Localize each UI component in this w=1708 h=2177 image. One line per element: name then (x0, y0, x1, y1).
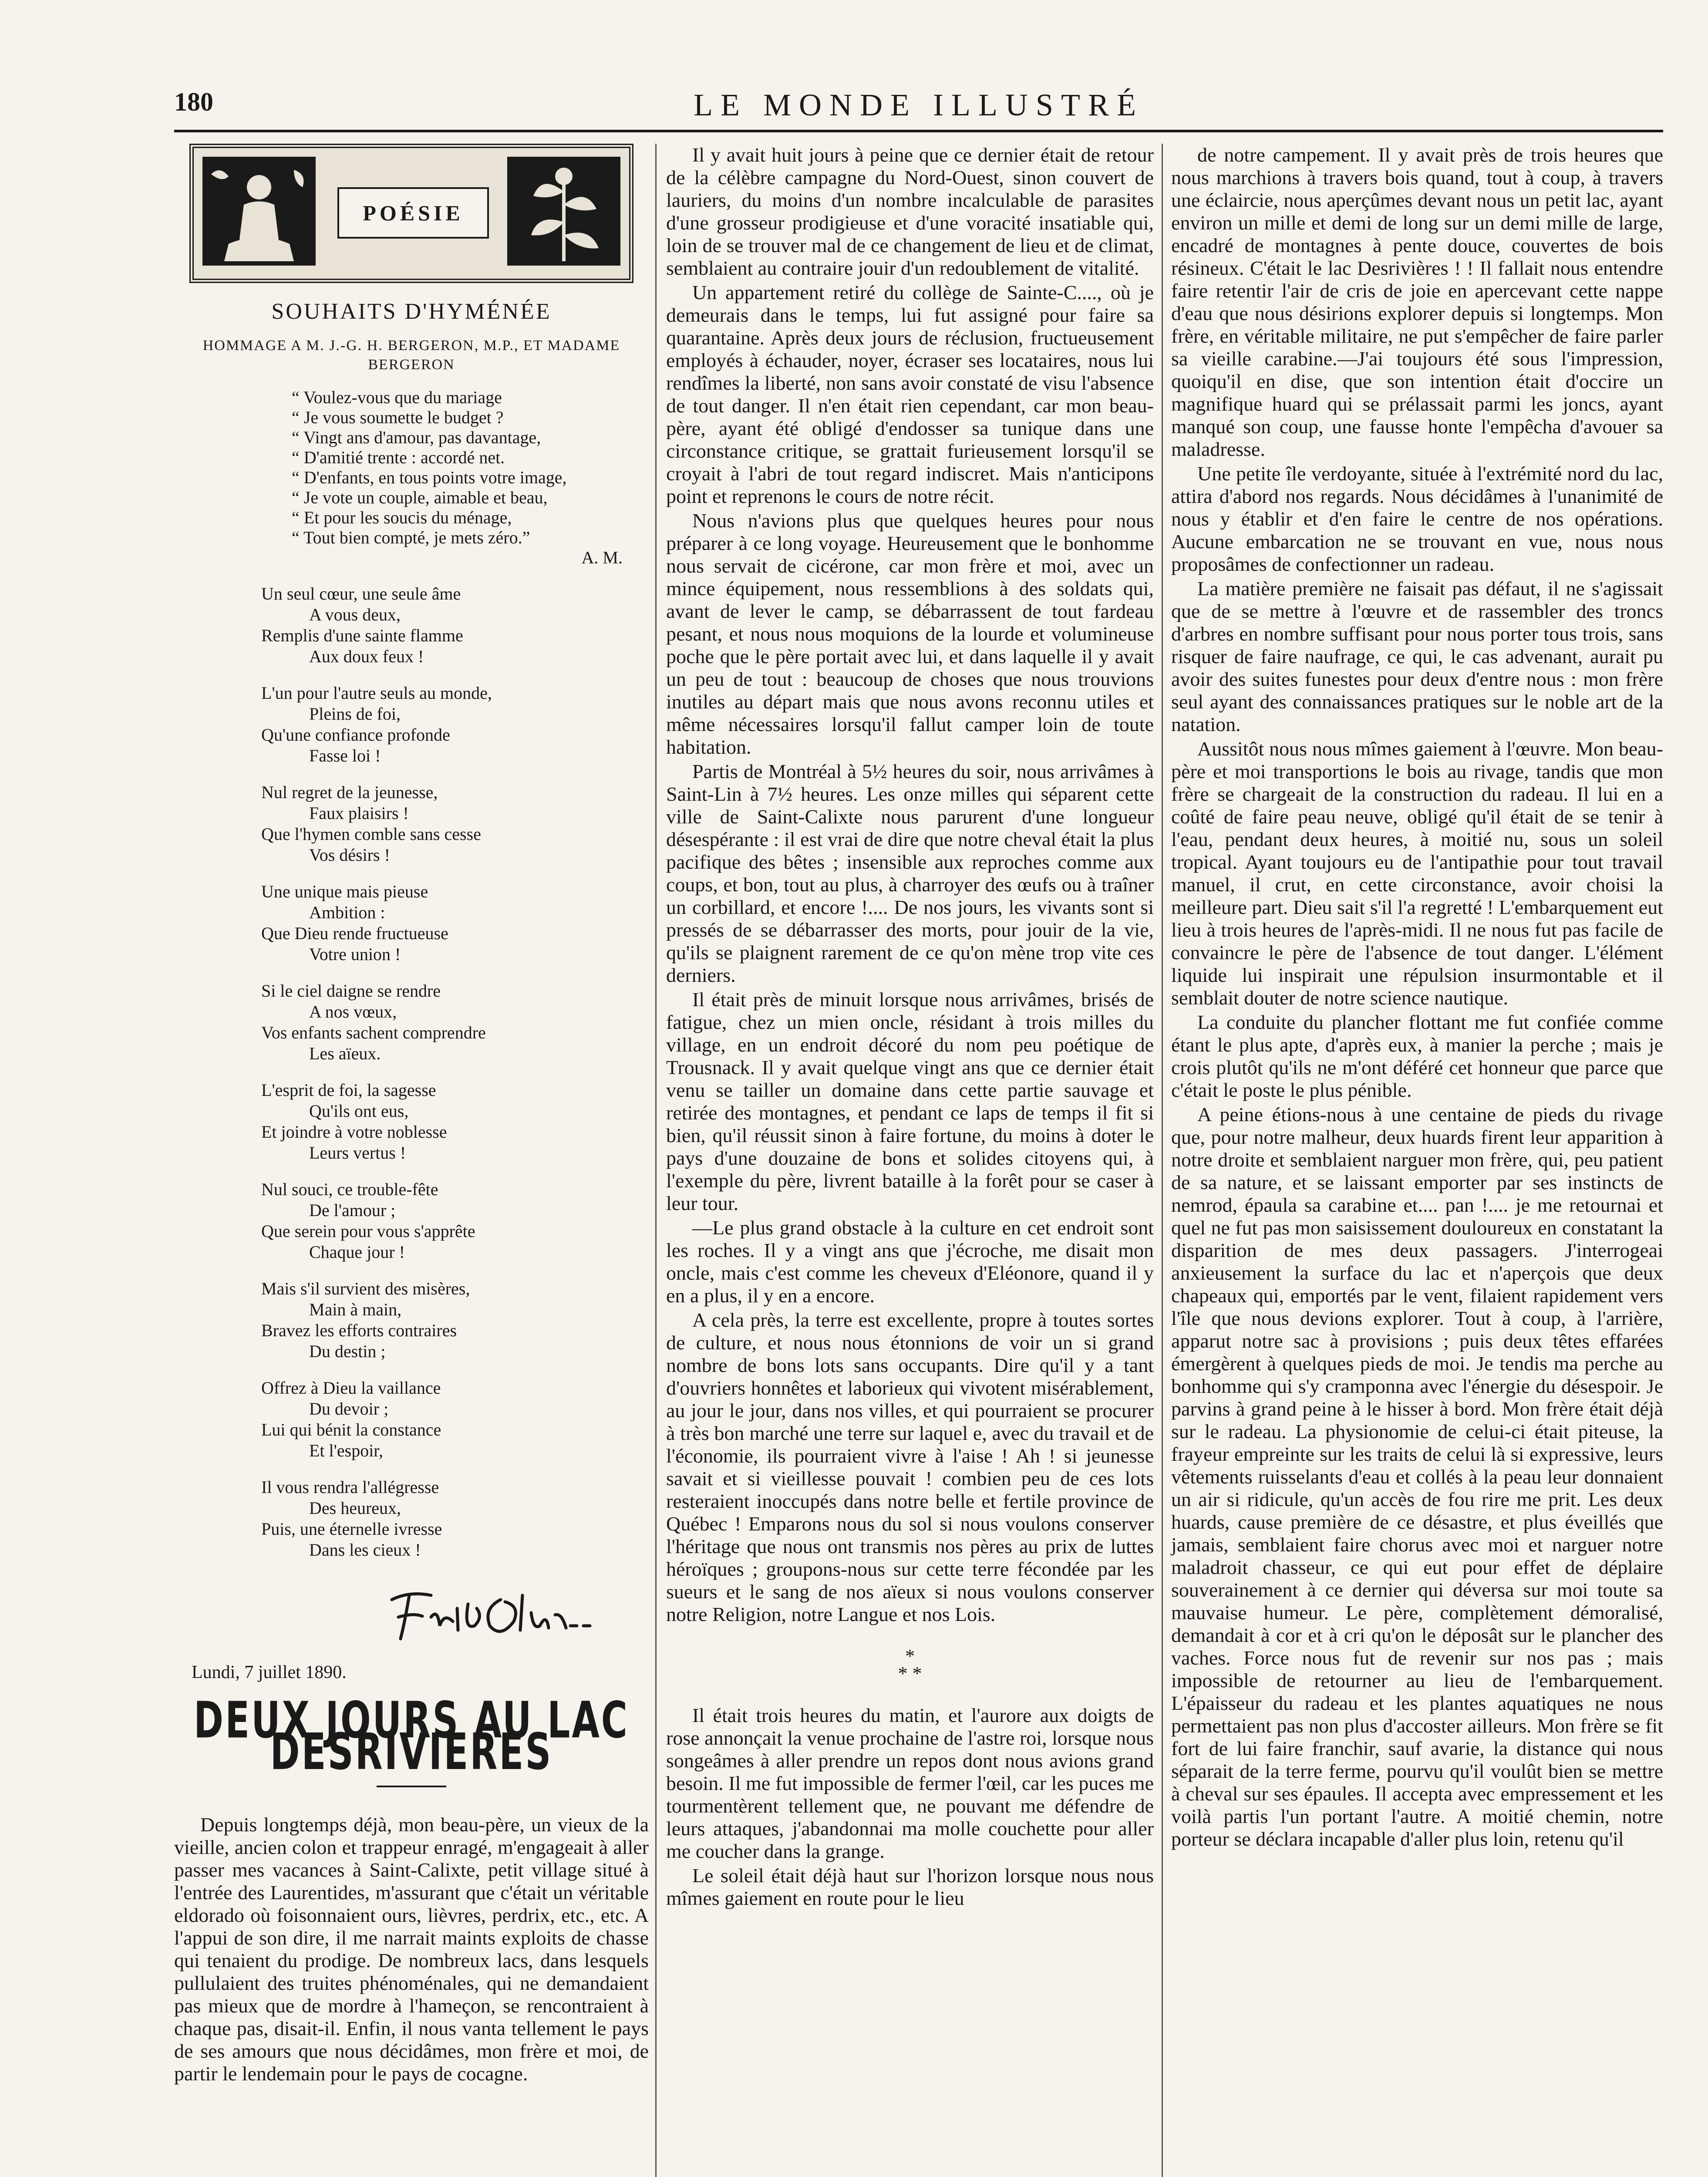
poem-line: Et joindre à votre noblesse (261, 1122, 447, 1142)
epigraph-line: “ Je vote un couple, aimable et beau, (292, 488, 548, 507)
poem-line: Ambition : (309, 903, 385, 922)
article-paragraph: Il était trois heures du matin, et l'aurore aux doigts de rose annonçait la venue prochaine de l'astre roi, lorsque nous songeâmes à aller prendre un repos dont nous avions grand besoin. Il me fut impossible de fermer l'œil, car les puces me tourmentèrent tellement que, ne pouvant me défendre de leurs attaques, j'abandonnai ma molle couchette pour aller me coucher dans la grange. (666, 1704, 1154, 1862)
poem-line: Vos désirs ! (309, 845, 390, 865)
poem-line: Qu'ils ont eus, (309, 1101, 409, 1121)
poem-line: Qu'une confiance profonde (261, 725, 450, 745)
article-paragraph: Depuis longtemps déjà, mon beau-père, un vieux de la vieille, ancien colon et trappeur enragé, m'engageait à aller passer mes vacances à Saint-Calixte, petit village situé à l'entrée des Laurentides, m'assurant que c'était un véritable eldorado où foisonnaient ours, lièvres, perdrix, etc., etc. A l'appui de son dire, il me narrait maints exploits de chasse qui tenaient du prodige. De nombreux lacs, dans lesquels pullulaient des truites phénoménales, qui ne demandaient pas mieux que de mordre à l'hameçon, se rencontraient à chaque pas, disait-il. Enfin, il nous vanta tellement le pays de ses amours que nous décidâmes, mon frère et moi, de partir le lendemain pour le pays de cocagne. (174, 1813, 649, 2085)
epigraph-line: “ Je vous soumette le budget ? (292, 408, 504, 427)
poem-line: De l'amour ; (309, 1200, 396, 1220)
article-text-col3 (1171, 144, 1663, 1850)
page-number: 180 (174, 88, 213, 116)
poem-line: L'un pour l'autre seuls au monde, (261, 683, 492, 703)
article-paragraph: La matière première ne faisait pas défaut, il ne s'agissait que de se mettre à l'œuvre et de rassembler des troncs d'arbres en nombre suffisant pour nous porter tous trois, sans risquer de faire naufrage, ce qui, le cas advenant, aurait pu avoir des suites funestes pour deux d'entre nous : mon frère seul ayant des connaissances pratiques sur le noble art de la natation. (1171, 577, 1663, 735)
poem-line: Dans les cieux ! (309, 1540, 421, 1560)
article-paragraph: La conduite du plancher flottant me fut confiée comme étant le plus apte, d'après eux, à manier la perche ; mais je crois plutôt qu'ils ne m'ont déféré cet honneur que parce que c'était le poste le plus pénible. (1171, 1011, 1663, 1101)
epigraph-line: “ Et pour les soucis du ménage, (292, 508, 512, 527)
article-title: DEUX JOURS AU LAC DESRIVIERES (194, 1692, 629, 1782)
poem-stanza (261, 981, 649, 1064)
column-1 (174, 144, 649, 2085)
poem-line: Vos enfants sachent comprendre (261, 1023, 486, 1042)
article-paragraph: —Le plus grand obstacle à la culture en cet endroit sont les roches. Il y a vingt ans que j'écroche, me disait mon oncle, mais c'est comme les cheveux d'Eléonore, quand il y en a plus, il y en a encore. (666, 1217, 1154, 1307)
poem-stanza (261, 1080, 649, 1163)
poem-epigraph (292, 388, 649, 568)
poem-line: Lui qui bénit la constance (261, 1420, 441, 1439)
article-paragraph: Il était près de minuit lorsque nous arrivâmes, brisés de fatigue, chez un mien oncle, résidant à trois milles du village, en un endroit décoré du nom peu poétique de Trousnack. Il y avait quelque vingt ans que ce dernier était venu se tailler un domaine dans cette partie sauvage et retirée des montagnes, et pendant ce laps de temps il fit si bien, qu'il réussit sinon à faire fortune, du moins à doter le pays d'une douzaine de bons et solides citoyens qui, à l'exemple du père, livrent bataille à la forêt pour se caser à leur tour. (666, 988, 1154, 1214)
poem-line: Mais s'il survient des misères, (261, 1279, 470, 1298)
poesie-label: POÉSIE (337, 187, 489, 239)
poem-line: Chaque jour ! (309, 1242, 405, 1262)
article-paragraph: de notre campement. Il y avait près de trois heures que nous marchions à travers bois quand, tout à coup, à travers une éclaircie, nous aperçûmes devant nous un petit lac, ayant environ un mille et demi de long sur un demi mille de large, encadré de montagnes à pente douce, couvertes de bois résineux. C'était le lac Desrivières ! ! Il fallait nous entendre faire retentir l'air de cris de joie en apercevant cette nappe d'eau que nous désirions explorer depuis si longtemps. Mon frère, en véritable militaire, ne put s'empêcher de faire parler sa vieille carabine.—J'ai toujours été sous l'impression, quoiqu'il en dise, que son intention était d'occire un magnifique huard qui se prélassait parmi les joncs, ayant manqué son coup, une fausse honte l'empêcha d'avouer sa maladresse. (1171, 144, 1663, 460)
poem-line: Nul regret de la jeunesse, (261, 782, 438, 802)
poem-stanza (261, 1278, 649, 1362)
poem-line: Et l'espoir, (309, 1441, 384, 1460)
column-3 (1171, 144, 1663, 1850)
article-paragraph: Il y avait huit jours à peine que ce dernier était de retour de la célèbre campagne du Nord-Ouest, sinon couvert de lauriers, du moins d'un nombre incalculable de parasites d'une grosseur prodigieuse et d'une voracité insatiable qui, loin de se trouver mal de ce changement de lieu et de climat, semblaient au contraire jouir d'un redoublement de vitalité. (666, 144, 1154, 279)
poem-line: Il vous rendra l'allégresse (261, 1477, 439, 1497)
section-break-asterisks (666, 1645, 1154, 1684)
poem-line: A vous deux, (309, 605, 401, 624)
foliage-ornament-icon (507, 157, 620, 266)
header-rule (174, 130, 1663, 132)
poesie-banner (189, 144, 633, 283)
handwritten-signature (383, 1582, 610, 1648)
epigraph-line: “ Tout bien compté, je mets zéro.” (292, 528, 530, 547)
column-divider (1162, 144, 1163, 2177)
epigraph-line: “ D'amitié trente : accordé net. (292, 448, 505, 467)
poem-line: Puis, une éternelle ivresse (261, 1519, 442, 1539)
article-paragraph: Nous n'avions plus que quelques heures pour nous préparer à ce long voyage. Heureusement que le bonhomme nous servait de cicérone, car mon frère et moi, avec un mince équipement, nous ressemblions à des soldats qui, avant de lever le camp, se débarrassent de tout fardeau pesant, et nous nous moquions de la lourde et volumineuse poche que le père portait avec lui, et dans laquelle il y avait un peu de tout : beaucoup de choses que nous trouvions inutiles au départ mais que nous avons reconnu utiles et même nécessaires lorsqu'il fallut camper loin de toute habitation. (666, 509, 1154, 758)
article-paragraph: A cela près, la terre est excellente, propre à toutes sortes de culture, et nous nous étonnions de voir un si grand nombre de bons lots sans occupants. Dire qu'il y a tant d'ouvriers honnêtes et laborieux qui vivotent misérablement, au jour le jour, dans nos villes, et qui pourraient se procurer à très bon marché une terre sur laquel e, avec du travail et de l'économie, ils pourraient vivre à l'aise ! Ah ! si jeunesse savait et si vieillesse pouvait ! combien peu de ces lots resteraient inoccupés dans notre belle et fertile province de Québec ! Emparons nous du sol si nous voulons conserver l'héritage que nous ont transmis nos pères au prix de luttes héroïques ; groupons-nous sur cette terre fécondée par les sueurs et le sang de nos aïeux si nous voulons conserver notre Religion, notre Langue et nos Lois. (666, 1309, 1154, 1625)
poem-line: Un seul cœur, une seule âme (261, 584, 461, 603)
title-rule (377, 1786, 446, 1787)
page-header (174, 87, 1663, 126)
poem-line: Les aïeux. (309, 1044, 381, 1063)
poem-line: Des heureux, (309, 1498, 401, 1518)
poem-line: Que Dieu rende fructueuse (261, 923, 448, 943)
poem-line: Main à main, (309, 1300, 402, 1319)
poem-line: Pleins de foi, (309, 704, 401, 724)
poem-line: Du devoir ; (309, 1399, 389, 1419)
article-paragraph: Le soleil était déjà haut sur l'horizon lorsque nous nous mîmes gaiement en route pour le lieu (666, 1864, 1154, 1909)
dinkus-top: * (905, 1645, 915, 1667)
epigraph-line: “ Vingt ans d'amour, pas davantage, (292, 428, 541, 447)
poem-dedication: HOMMAGE A M. J.-G. H. BERGERON, M.P., ET MADAME BERGERON (202, 337, 620, 373)
poem-line: Faux plaisirs ! (309, 803, 409, 823)
seated-figure-ornament-icon (202, 157, 316, 266)
masthead-title: LE MONDE ILLUSTRÉ (694, 88, 1144, 122)
poem-line: Offrez à Dieu la vaillance (261, 1378, 441, 1398)
poem-line: Une unique mais pieuse (261, 882, 428, 901)
epigraph-line: “ D'enfants, en tous points votre image, (292, 468, 567, 487)
poem-stanza (261, 583, 649, 667)
article-text-col2-after-break (666, 1704, 1154, 1910)
article-text-col2 (666, 144, 1154, 1626)
poem-stanza (261, 782, 649, 866)
article-paragraph: Aussitôt nous nous mîmes gaiement à l'œuvre. Mon beau-père et moi transportions le bois au rivage, tandis que mon frère se chargeait de la construction du radeau. Il lui en a coûté de faire peau neuve, obligé qu'il était de se tenir à l'eau, pendant deux heures, à moitié nu, sous un soleil tropical. Ayant toujours eu de l'antipathie pour tout travail manuel, il crut, en cette circonstance, avoir choisi la meilleure part. Dieu sait s'il l'a regretté ! L'embarquement eut lieu à trois heures de l'après-midi. Il ne nous fut pas facile de convaincre le père de l'absence de tout danger. L'élément liquide lui inspirait une répulsion insurmontable et il semblait douter de notre science nautique. (1171, 738, 1663, 1009)
poem-line: Remplis d'une sainte flamme (261, 626, 463, 645)
poem-stanza (261, 1378, 649, 1461)
poem-stanza (261, 683, 649, 766)
article-text-col1 (174, 1813, 649, 2085)
poem-stanzas (174, 583, 649, 1560)
poem-line: Nul souci, ce trouble-fête (261, 1179, 438, 1199)
poem-title: SOUHAITS D'HYMÉNÉE (271, 299, 552, 324)
article-paragraph: Partis de Montréal à 5½ heures du soir, nous arrivâmes à Saint-Lin à 7½ heures. Les onze milles qui séparent cette ville de Saint-Calixte nous parurent d'une longueur désespérante : il est vrai de dire que notre cheval était la plus pacifique des bêtes ; insensible aux reproches comme aux coups, et bon, tout au plus, à charroyer des œufs ou à traîner un corbillard, et encore !.... De nos jours, les vivants sont si pressés de se débarrasser des morts, pour jouir de la vie, qu'ils se plaignent rarement de ce qu'on mène trop vite ces derniers. (666, 760, 1154, 986)
poem-line: A nos vœux, (309, 1002, 397, 1021)
poem-line: Votre union ! (309, 944, 401, 964)
article-paragraph: Une petite île verdoyante, située à l'extrémité nord du lac, attira d'abord nos regards. Nous décidâmes à l'unanimité de nous y établir et d'en faire le centre de nos opérations. Aucune embarcation ne se trouvant en vue, nous nous proposâmes de confectionner un radeau. (1171, 462, 1663, 575)
poem-line: Du destin ; (309, 1341, 386, 1361)
poem-line: Que l'hymen comble sans cesse (261, 824, 481, 844)
poem-stanza (261, 1179, 649, 1263)
epigraph-signature: A. M. (581, 548, 623, 567)
article-paragraph: Un appartement retiré du collège de Sainte-C...., où je demeurais dans le temps, lui fut assigné pour faire sa quarantaine. Après deux jours de réclusion, fructueusement employés à échauder, noyer, écraser ses locataires, nous lui rendîmes la liberté, non sans avoir constaté de visu l'absence de tout danger. Il n'en était rien cependant, car mon beau-père, ayant été obligé d'endosser sa tunique dans une circonstance critique, se grattait furieusement lorsqu'il se croyait à l'abri de tout regard indiscret. Mais n'anticipons point et reprenons le cours de notre récit. (666, 281, 1154, 507)
poem-date: Lundi, 7 juillet 1890. (192, 1662, 347, 1682)
poem-line: Bravez les efforts contraires (261, 1321, 457, 1340)
article-paragraph: A peine étions-nous à une centaine de pieds du rivage que, pour notre malheur, deux huards firent leur apparition à notre droite et semblaient narguer mon frère, qui, peu patient de sa nature, et se laissant emporter par ses instincts de nemrod, épaula sa carabine et.... pan !.... je me retournai et quel ne fut pas mon saisissement douloureux en constatant la disparition de mes deux passagers. J'interrogeai anxieusement la surface du lac et n'aperçois que deux chapeaux qui, emportés par le vent, filaient rapidement vers l'île que nous devions explorer. Tout à coup, à l'arrière, apparut notre sac à provisions ; puis deux têtes effarées émergèrent à quelques pieds de moi. Je tendis ma perche au bonhomme qui s'y cramponna avec l'énergie du désespoir. Je parvins à grand peine à le hisser à bord. Mon frère était déjà sur le radeau. La physionomie de celui-ci était piteuse, la frayeur empreinte sur les traits de celui là si expressive, leurs vêtements ruisselants d'eau et collés à la peau leur donnaient un air si ridicule, qu'un accès de fou rire me prit. Les deux huards, cause première de ce désastre, et plus éveillés que jamais, semblaient faire chorus avec moi et narguer notre maladroit chasseur, ce qui eut pour effet de déplaire souverainement à ce dernier qui déversa sur moi toute sa mauvaise humeur. Le père, complètement démoralisé, demandait à cor et à cri qu'on le déposât sur le plancher des vaches. Force nous fut de revenir sur nos pas ; mais impossible de retourner au lieu de l'embarquement. L'épaisseur du radeau et les plantes aquatiques ne nous permettaient pas non plus d'accoster ailleurs. Mon frère se fit fort de lui faire franchir, sauf avarie, la distance qui nous séparait de la terre ferme, pourvu qu'il voulût bien se mettre à cheval sur ses épaules. Il accepta avec empressement et les voilà partis l'un portant l'autre. A moitié chemin, notre porteur se déclara incapable d'aller plus loin, retenu qu'il (1171, 1103, 1663, 1850)
column-divider (655, 144, 657, 2177)
poem-line: Que serein pour vous s'apprête (261, 1221, 475, 1241)
poem-line: L'esprit de foi, la sagesse (261, 1080, 436, 1100)
poem-stanza (261, 1477, 649, 1560)
column-2 (666, 144, 1154, 1910)
dinkus-bottom: * * (898, 1663, 922, 1684)
poem-stanza (261, 881, 649, 965)
poem-line: Aux doux feux ! (309, 647, 424, 666)
poem-line: Si le ciel daigne se rendre (261, 981, 441, 1001)
epigraph-line: “ Voulez-vous que du mariage (292, 388, 502, 407)
poem-line: Fasse loi ! (309, 746, 381, 765)
poem-line: Leurs vertus ! (309, 1143, 406, 1163)
